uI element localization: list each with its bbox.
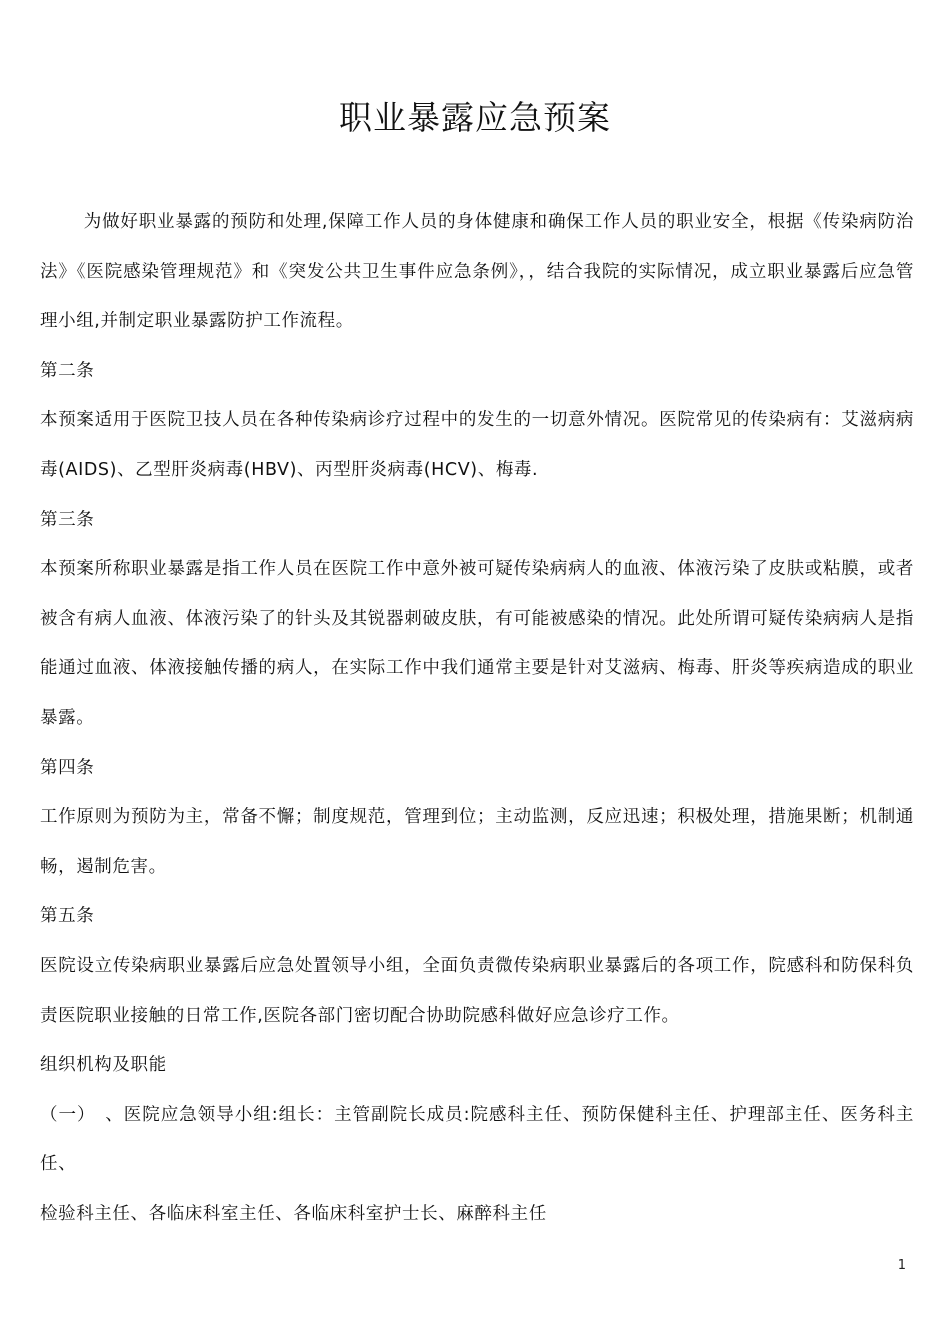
section-heading-organization: 组织机构及职能 <box>40 1055 167 1076</box>
section-heading-article-2: 第二条 <box>40 360 95 381</box>
article-3-paragraph: 本预案所称职业暴露是指工作人员在医院工作中意外被可疑传染病病人的血液、体液污染了皮肤或粘膜，或者被含有病人血液、体液污染了的针头及其锐器刺破皮肤，有可能被感染的情况。此处所谓可疑传染病病人是指能通过血液、体液接触传播的病人，在实际工作中我们通常主要是针对艾滋病、梅毒、肝炎等疾病造成的职业暴露。 <box>40 559 914 728</box>
article-4-paragraph: 工作原则为预防为主，常备不懈；制度规范，管理到位；主动监测，反应迅速；积极处理，措施果断；机制通畅，遏制危害。 <box>40 807 914 877</box>
organization-members-line: 检验科主任、各临床科室主任、各临床科室护士长、麻醉科主任 <box>40 1203 547 1224</box>
section-heading-article-3: 第三条 <box>40 509 95 530</box>
section-heading-article-4: 第四条 <box>40 757 95 778</box>
document-title: 职业暴露应急预案 <box>339 98 611 137</box>
organization-leadership-paragraph: （一） 、医院应急领导小组:组长：主管副院长成员:院感科主任、预防保健科主任、护理部主任、医务科主任、 <box>40 1104 914 1175</box>
article-2-paragraph: 本预案适用于医院卫技人员在各种传染病诊疗过程中的发生的一切意外情况。医院常见的传染病有：艾滋病病毒(AIDS)、乙型肝炎病毒(HBV)、丙型肝炎病毒(HCV)、梅毒. <box>40 410 914 480</box>
article-5-paragraph: 医院设立传染病职业暴露后应急处置领导小组，全面负责微传染病职业暴露后的各项工作，院感科和防保科负责医院职业接触的日常工作,医院各部门密切配合协助院感科做好应急诊疗工作。 <box>40 955 914 1026</box>
intro-paragraph: 为做好职业暴露的预防和处理,保障工作人员的身体健康和确保工作人员的职业安全，根据《传染病防治法》《医院感染管理规范》和《突发公共卫生事件应急条例》，，结合我院的实际情况，成立职业暴露后应急管理小组,并制定职业暴露防护工作流程。 <box>40 212 914 332</box>
page-number: 1 <box>897 1258 906 1273</box>
document-body <box>40 198 914 1239</box>
section-heading-article-5: 第五条 <box>40 906 95 927</box>
